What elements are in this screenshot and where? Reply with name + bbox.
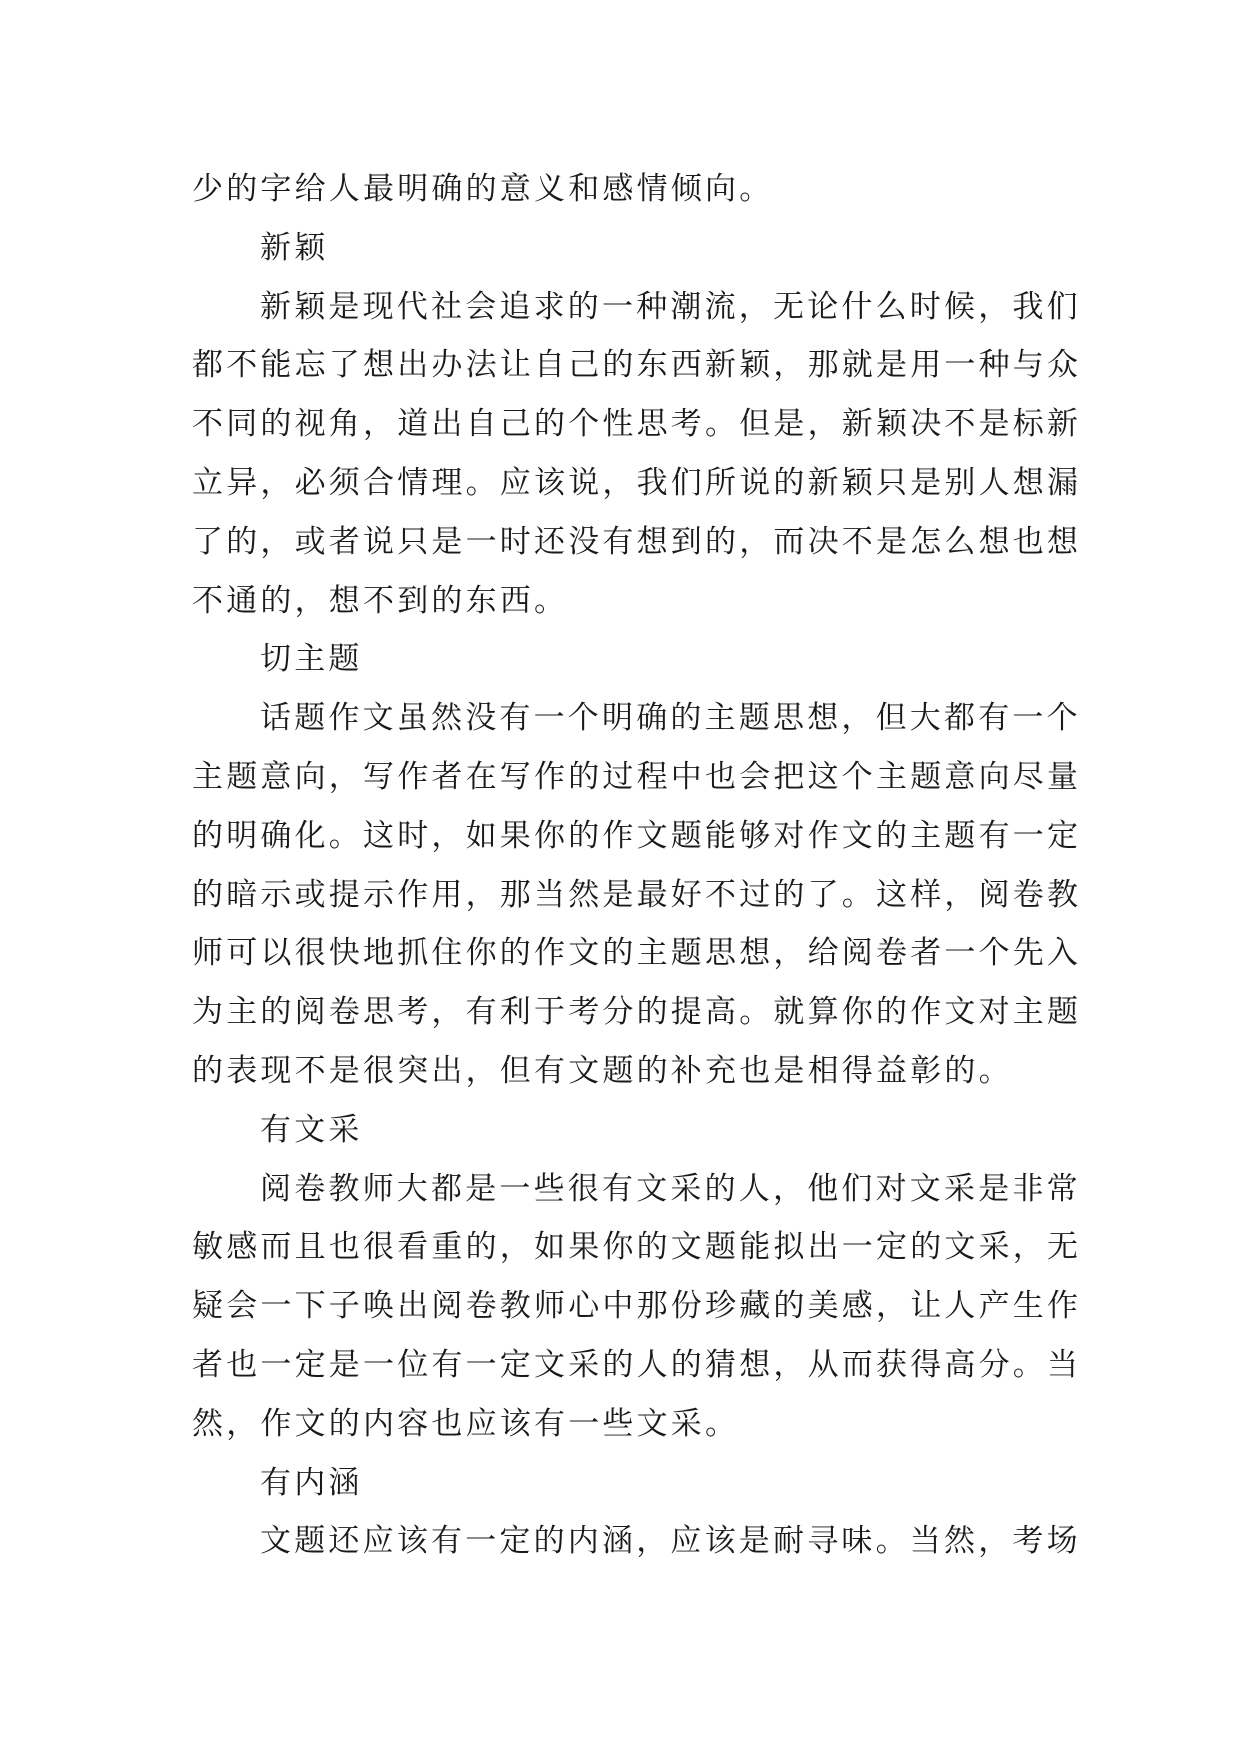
text-line: 为主的阅卷思考，有利于考分的提高。就算你的作文对主题: [192, 994, 1082, 1031]
document-page: [192, 160, 1082, 1571]
text-line: 都不能忘了想出办法让自己的东西新颖，那就是用一种与众: [192, 347, 1082, 384]
text-line: 的明确化。这时，如果你的作文题能够对作文的主题有一定: [192, 817, 1082, 854]
text-line: 师可以很快地抓住你的作文的主题思想，给阅卷者一个先入: [192, 935, 1082, 972]
section-heading: 切主题: [260, 641, 363, 678]
text-line: 新颖是现代社会追求的一种潮流，无论什么时候，我们: [260, 288, 1081, 325]
text-line: 少的字给人最明确的意义和感情倾向。: [192, 171, 774, 207]
text-line: 话题作文虽然没有一个明确的主题思想，但大都有一个: [260, 700, 1081, 737]
text-line: 不同的视角，道出自己的个性思考。但是，新颖决不是标新: [192, 406, 1082, 443]
text-line: 文题还应该有一定的内涵，应该是耐寻味。当然，考场: [260, 1523, 1081, 1560]
text-line: 然，作文的内容也应该有一些文采。: [192, 1405, 740, 1442]
text-line: 不通的，想不到的东西。: [192, 582, 569, 619]
text-line: 的暗示或提示作用，那当然是最好不过的了。这样，阅卷教: [192, 876, 1082, 913]
text-line: 的表现不是很突出，但有文题的补充也是相得益彰的。: [192, 1052, 1013, 1089]
text-line: 敏感而且也很看重的，如果你的文题能拟出一定的文采，无: [192, 1229, 1082, 1266]
text-line: 主题意向，写作者在写作的过程中也会把这个主题意向尽量: [192, 758, 1082, 795]
text-line: 疑会一下子唤出阅卷教师心中那份珍藏的美感，让人产生作: [192, 1288, 1082, 1325]
text-line: 阅卷教师大都是一些很有文采的人，他们对文采是非常: [260, 1170, 1081, 1207]
text-line: 立异，必须合情理。应该说，我们所说的新颖只是别人想漏: [192, 464, 1082, 501]
text-line: 者也一定是一位有一定文采的人的猜想，从而获得高分。当: [192, 1346, 1082, 1383]
section-heading: 有内涵: [260, 1464, 363, 1501]
section-heading: 新颖: [260, 229, 329, 266]
text-line: 了的，或者说只是一时还没有想到的，而决不是怎么想也想: [192, 523, 1082, 560]
section-heading: 有文采: [260, 1111, 363, 1148]
